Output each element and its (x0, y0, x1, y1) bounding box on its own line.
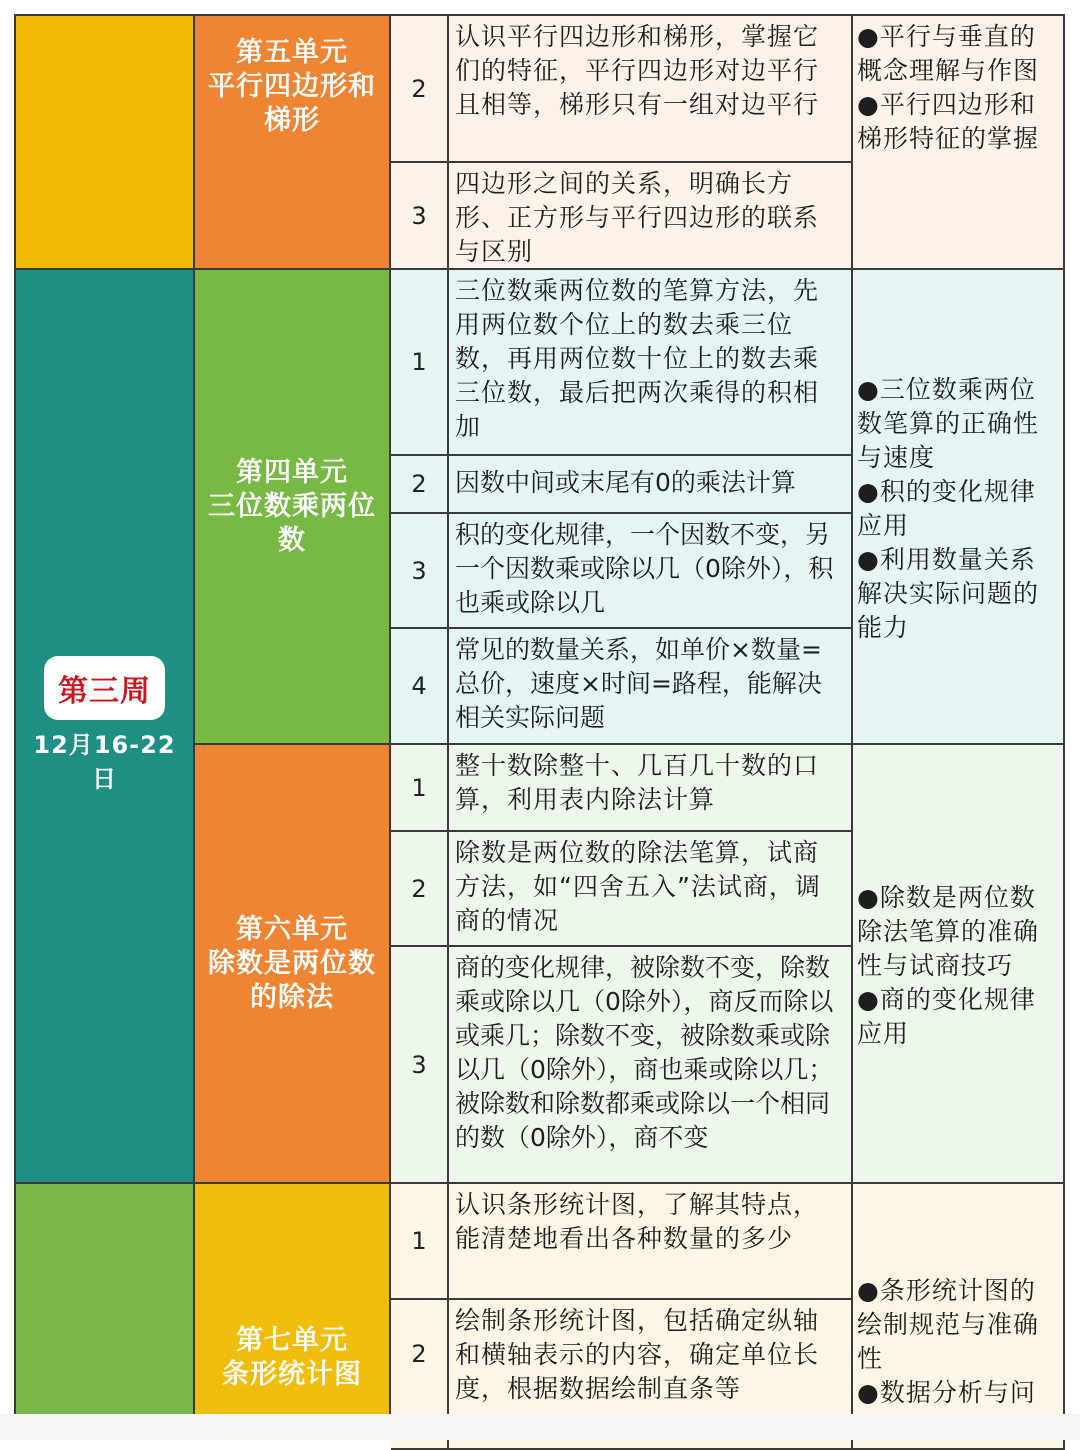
lesson-num (391, 163, 449, 270)
lesson-content (449, 832, 853, 947)
lesson-content (449, 514, 853, 629)
focus-cell-unit6 (853, 745, 1065, 1184)
lesson-num-text: 2 (411, 1340, 427, 1368)
lesson-content (449, 270, 853, 456)
unit-name: 第六单元 除数是两位数 的除法 (208, 913, 376, 1013)
focus-item: ●利用数量关系解决实际问题的能力 (857, 544, 1040, 642)
focus-item: ●平行与垂直的概念理解与作图 (857, 22, 1040, 85)
lesson-content-text: 绘制条形统计图，包括确定纵轴和横轴表示的内容，确定单位长度，根据数据绘制直条等 (455, 1306, 820, 1403)
lesson-num-text: 1 (411, 773, 427, 802)
lesson-content (449, 629, 853, 745)
lesson-num-text: 1 (411, 348, 427, 376)
lesson-num (391, 514, 449, 629)
focus-item: ●积的变化规律应用 (857, 476, 1036, 540)
lesson-num (391, 456, 449, 514)
lesson-content (449, 947, 853, 1184)
lesson-num-text: 2 (411, 74, 427, 103)
lesson-content (449, 745, 853, 832)
focus-cell-unit4 (853, 270, 1065, 745)
page-bottom-edge (0, 1414, 1080, 1440)
unit-name: 第五单元 平行四边形和 梯形 (208, 37, 376, 136)
week-next-cell (14, 1184, 195, 1424)
lesson-content-text: 整十数除整十、几百几十数的口算，利用表内除法计算 (455, 751, 820, 814)
focus-item: ●数据分析与问 (857, 1378, 1036, 1407)
lesson-num (391, 832, 449, 947)
focus-cell-unit5 (853, 14, 1065, 270)
focus-item: ●三位数乘两位数笔算的正确性与速度 (857, 374, 1040, 472)
lesson-content-text: 认识条形统计图，了解其特点，能清楚地看出各种数量的多少 (455, 1190, 820, 1253)
lesson-content-text: 因数中间或末尾有0的乘法计算 (455, 468, 796, 497)
unit-name: 第四单元 三位数乘两位 数 (208, 456, 376, 556)
lesson-content (449, 1184, 853, 1300)
lesson-content-text: 三位数乘两位数的笔算方法，先用两位数个位上的数去乘三位数，再用两位数十位上的数去乘三位数，最后把两次乘得的积相加 (455, 276, 820, 441)
focus-cell-unit7 (853, 1184, 1065, 1450)
week-prev-cell (14, 14, 195, 270)
lesson-content (449, 456, 853, 514)
lesson-content (449, 14, 853, 163)
unit-cell-4 (195, 270, 391, 745)
unit-cell-7 (195, 1184, 391, 1424)
lesson-num (391, 947, 449, 1184)
lesson-content-text: 四边形之间的关系，明确长方形、正方形与平行四边形的联系与区别 (455, 169, 820, 266)
unit-name: 第七单元 条形统计图 (222, 1325, 362, 1390)
unit-cell-6 (195, 745, 391, 1184)
lesson-content-text: 除数是两位数的除法笔算，试商方法，如“四舍五入”法试商，调商的情况 (455, 838, 821, 935)
lesson-num-text: 2 (411, 874, 427, 903)
lesson-content (449, 163, 853, 270)
unit-cell-5 (195, 14, 391, 270)
focus-item: ●商的变化规律应用 (857, 984, 1036, 1048)
lesson-num-text: 3 (411, 1050, 427, 1079)
week-badge: 第三周 (44, 656, 165, 720)
lesson-num (391, 270, 449, 456)
lesson-num (391, 745, 449, 832)
lesson-num (391, 629, 449, 745)
lesson-num (391, 1184, 449, 1300)
week-current-cell (14, 270, 195, 1184)
lesson-num-text: 4 (411, 672, 427, 700)
lesson-content-text: 常见的数量关系，如单价×数量=总价，速度×时间=路程，能解决相关实际问题 (455, 635, 822, 732)
lesson-content-text: 认识平行四边形和梯形，掌握它们的特征，平行四边形对边平行且相等，梯形只有一组对边平行 (455, 22, 820, 119)
lesson-num-text: 1 (411, 1227, 427, 1255)
week-dates: 12月16-22日 (33, 731, 176, 793)
lesson-content-text: 积的变化规律，一个因数不变，另一个因数乘或除以几（0除外），积也乘或除以几 (455, 520, 834, 617)
lesson-content-text: 商的变化规律，被除数不变，除数乘或除以几（0除外），商反而除以或乘几；除数不变，被除数乘或除以几（0除外），商也乘或除以几；被除数和除数都乘或除以一个相同的数（0除外），商不变 (455, 953, 834, 1152)
lesson-num-text: 3 (411, 201, 427, 230)
lesson-num-text: 2 (411, 470, 427, 498)
focus-item: ●平行四边形和梯形特征的掌握 (857, 90, 1040, 153)
focus-item: ●条形统计图的绘制规范与准确性 (857, 1276, 1040, 1373)
lesson-num (391, 14, 449, 163)
focus-item: ●除数是两位数除法笔算的准确性与试商技巧 (857, 882, 1040, 980)
lesson-num-text: 3 (411, 556, 427, 585)
